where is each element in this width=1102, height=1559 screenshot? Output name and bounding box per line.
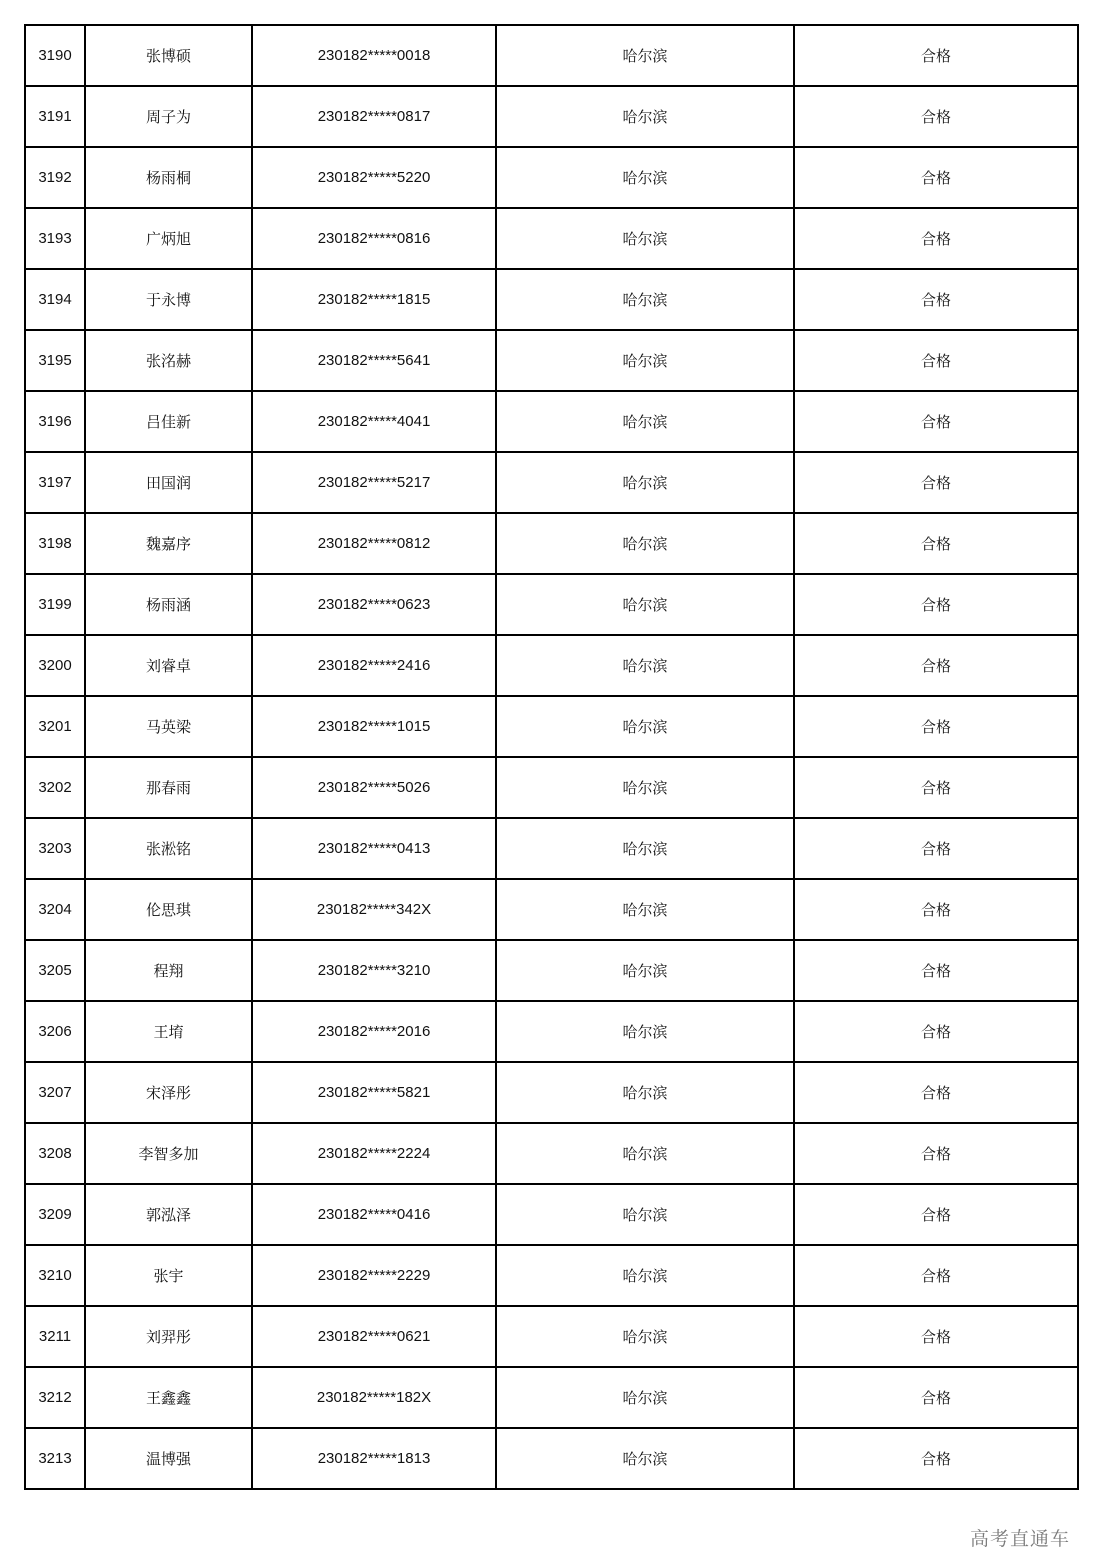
- result-cell: 合格: [794, 757, 1078, 818]
- name-cell: 张洺赫: [85, 330, 252, 391]
- seq-cell: 3204: [25, 879, 85, 940]
- region-cell: 哈尔滨: [496, 574, 794, 635]
- region-cell: 哈尔滨: [496, 269, 794, 330]
- id-number-cell: 230182*****2416: [252, 635, 496, 696]
- region-cell: 哈尔滨: [496, 1001, 794, 1062]
- id-number-cell: 230182*****2229: [252, 1245, 496, 1306]
- result-cell: 合格: [794, 147, 1078, 208]
- seq-cell: 3203: [25, 818, 85, 879]
- table-row: [25, 1062, 1078, 1123]
- table-row: [25, 208, 1078, 269]
- name-cell: 吕佳新: [85, 391, 252, 452]
- region-cell: 哈尔滨: [496, 635, 794, 696]
- result-cell: 合格: [794, 86, 1078, 147]
- name-cell: 张宇: [85, 1245, 252, 1306]
- table-row: [25, 1428, 1078, 1489]
- id-number-cell: 230182*****1015: [252, 696, 496, 757]
- result-cell: 合格: [794, 25, 1078, 86]
- region-cell: 哈尔滨: [496, 1306, 794, 1367]
- result-cell: 合格: [794, 940, 1078, 1001]
- seq-cell: 3197: [25, 452, 85, 513]
- id-number-cell: 230182*****182X: [252, 1367, 496, 1428]
- result-cell: 合格: [794, 391, 1078, 452]
- table-row: [25, 269, 1078, 330]
- id-number-cell: 230182*****5641: [252, 330, 496, 391]
- result-cell: 合格: [794, 330, 1078, 391]
- result-cell: 合格: [794, 696, 1078, 757]
- seq-cell: 3194: [25, 269, 85, 330]
- region-cell: 哈尔滨: [496, 1184, 794, 1245]
- seq-cell: 3199: [25, 574, 85, 635]
- result-cell: 合格: [794, 1367, 1078, 1428]
- seq-cell: 3190: [25, 25, 85, 86]
- name-cell: 郭泓泽: [85, 1184, 252, 1245]
- seq-cell: 3191: [25, 86, 85, 147]
- id-number-cell: 230182*****5026: [252, 757, 496, 818]
- region-cell: 哈尔滨: [496, 1123, 794, 1184]
- result-cell: 合格: [794, 452, 1078, 513]
- seq-cell: 3211: [25, 1306, 85, 1367]
- result-cell: 合格: [794, 208, 1078, 269]
- name-cell: 李智多加: [85, 1123, 252, 1184]
- name-cell: 张博硕: [85, 25, 252, 86]
- region-cell: 哈尔滨: [496, 391, 794, 452]
- result-cell: 合格: [794, 818, 1078, 879]
- table-row: [25, 1123, 1078, 1184]
- name-cell: 于永博: [85, 269, 252, 330]
- name-cell: 杨雨桐: [85, 147, 252, 208]
- seq-cell: 3212: [25, 1367, 85, 1428]
- name-cell: 刘睿卓: [85, 635, 252, 696]
- table-row: [25, 940, 1078, 1001]
- name-cell: 那春雨: [85, 757, 252, 818]
- seq-cell: 3192: [25, 147, 85, 208]
- table-row: [25, 25, 1078, 86]
- region-cell: 哈尔滨: [496, 818, 794, 879]
- result-cell: 合格: [794, 1428, 1078, 1489]
- name-cell: 田国润: [85, 452, 252, 513]
- result-cell: 合格: [794, 1001, 1078, 1062]
- id-number-cell: 230182*****0416: [252, 1184, 496, 1245]
- result-cell: 合格: [794, 1306, 1078, 1367]
- seq-cell: 3193: [25, 208, 85, 269]
- result-cell: 合格: [794, 1062, 1078, 1123]
- results-table: [24, 24, 1079, 1490]
- table-row: [25, 1306, 1078, 1367]
- id-number-cell: 230182*****0817: [252, 86, 496, 147]
- watermark: 高考直通车: [968, 1524, 1072, 1551]
- name-cell: 马英梁: [85, 696, 252, 757]
- region-cell: 哈尔滨: [496, 147, 794, 208]
- seq-cell: 3198: [25, 513, 85, 574]
- region-cell: 哈尔滨: [496, 1428, 794, 1489]
- region-cell: 哈尔滨: [496, 940, 794, 1001]
- id-number-cell: 230182*****2224: [252, 1123, 496, 1184]
- table-row: [25, 1184, 1078, 1245]
- table-row: [25, 757, 1078, 818]
- name-cell: 广炳旭: [85, 208, 252, 269]
- seq-cell: 3209: [25, 1184, 85, 1245]
- seq-cell: 3210: [25, 1245, 85, 1306]
- table-row: [25, 452, 1078, 513]
- name-cell: 宋泽彤: [85, 1062, 252, 1123]
- result-cell: 合格: [794, 269, 1078, 330]
- table-row: [25, 147, 1078, 208]
- seq-cell: 3201: [25, 696, 85, 757]
- name-cell: 王堉: [85, 1001, 252, 1062]
- result-cell: 合格: [794, 574, 1078, 635]
- table-row: [25, 1245, 1078, 1306]
- name-cell: 张淞铭: [85, 818, 252, 879]
- seq-cell: 3196: [25, 391, 85, 452]
- seq-cell: 3205: [25, 940, 85, 1001]
- id-number-cell: 230182*****342X: [252, 879, 496, 940]
- result-cell: 合格: [794, 1184, 1078, 1245]
- id-number-cell: 230182*****0812: [252, 513, 496, 574]
- table-row: [25, 330, 1078, 391]
- id-number-cell: 230182*****0816: [252, 208, 496, 269]
- table-row: [25, 391, 1078, 452]
- seq-cell: 3206: [25, 1001, 85, 1062]
- seq-cell: 3207: [25, 1062, 85, 1123]
- region-cell: 哈尔滨: [496, 879, 794, 940]
- id-number-cell: 230182*****1813: [252, 1428, 496, 1489]
- id-number-cell: 230182*****3210: [252, 940, 496, 1001]
- id-number-cell: 230182*****0623: [252, 574, 496, 635]
- id-number-cell: 230182*****5217: [252, 452, 496, 513]
- name-cell: 周子为: [85, 86, 252, 147]
- seq-cell: 3208: [25, 1123, 85, 1184]
- name-cell: 温博强: [85, 1428, 252, 1489]
- id-number-cell: 230182*****5821: [252, 1062, 496, 1123]
- seq-cell: 3195: [25, 330, 85, 391]
- name-cell: 伦思琪: [85, 879, 252, 940]
- region-cell: 哈尔滨: [496, 513, 794, 574]
- region-cell: 哈尔滨: [496, 452, 794, 513]
- name-cell: 刘羿彤: [85, 1306, 252, 1367]
- region-cell: 哈尔滨: [496, 1367, 794, 1428]
- region-cell: 哈尔滨: [496, 208, 794, 269]
- result-cell: 合格: [794, 1245, 1078, 1306]
- table-row: [25, 574, 1078, 635]
- name-cell: 魏嘉序: [85, 513, 252, 574]
- result-cell: 合格: [794, 1123, 1078, 1184]
- id-number-cell: 230182*****0413: [252, 818, 496, 879]
- results-table-body: [25, 25, 1078, 1489]
- name-cell: 王鑫鑫: [85, 1367, 252, 1428]
- seq-cell: 3213: [25, 1428, 85, 1489]
- table-row: [25, 879, 1078, 940]
- name-cell: 杨雨涵: [85, 574, 252, 635]
- seq-cell: 3200: [25, 635, 85, 696]
- region-cell: 哈尔滨: [496, 86, 794, 147]
- id-number-cell: 230182*****5220: [252, 147, 496, 208]
- table-row: [25, 513, 1078, 574]
- id-number-cell: 230182*****0621: [252, 1306, 496, 1367]
- region-cell: 哈尔滨: [496, 696, 794, 757]
- table-row: [25, 86, 1078, 147]
- id-number-cell: 230182*****1815: [252, 269, 496, 330]
- id-number-cell: 230182*****2016: [252, 1001, 496, 1062]
- region-cell: 哈尔滨: [496, 757, 794, 818]
- result-cell: 合格: [794, 635, 1078, 696]
- region-cell: 哈尔滨: [496, 330, 794, 391]
- region-cell: 哈尔滨: [496, 25, 794, 86]
- name-cell: 程翔: [85, 940, 252, 1001]
- table-row: [25, 1001, 1078, 1062]
- table-row: [25, 818, 1078, 879]
- region-cell: 哈尔滨: [496, 1245, 794, 1306]
- table-row: [25, 635, 1078, 696]
- region-cell: 哈尔滨: [496, 1062, 794, 1123]
- result-cell: 合格: [794, 513, 1078, 574]
- result-cell: 合格: [794, 879, 1078, 940]
- id-number-cell: 230182*****4041: [252, 391, 496, 452]
- seq-cell: 3202: [25, 757, 85, 818]
- table-row: [25, 696, 1078, 757]
- id-number-cell: 230182*****0018: [252, 25, 496, 86]
- table-row: [25, 1367, 1078, 1428]
